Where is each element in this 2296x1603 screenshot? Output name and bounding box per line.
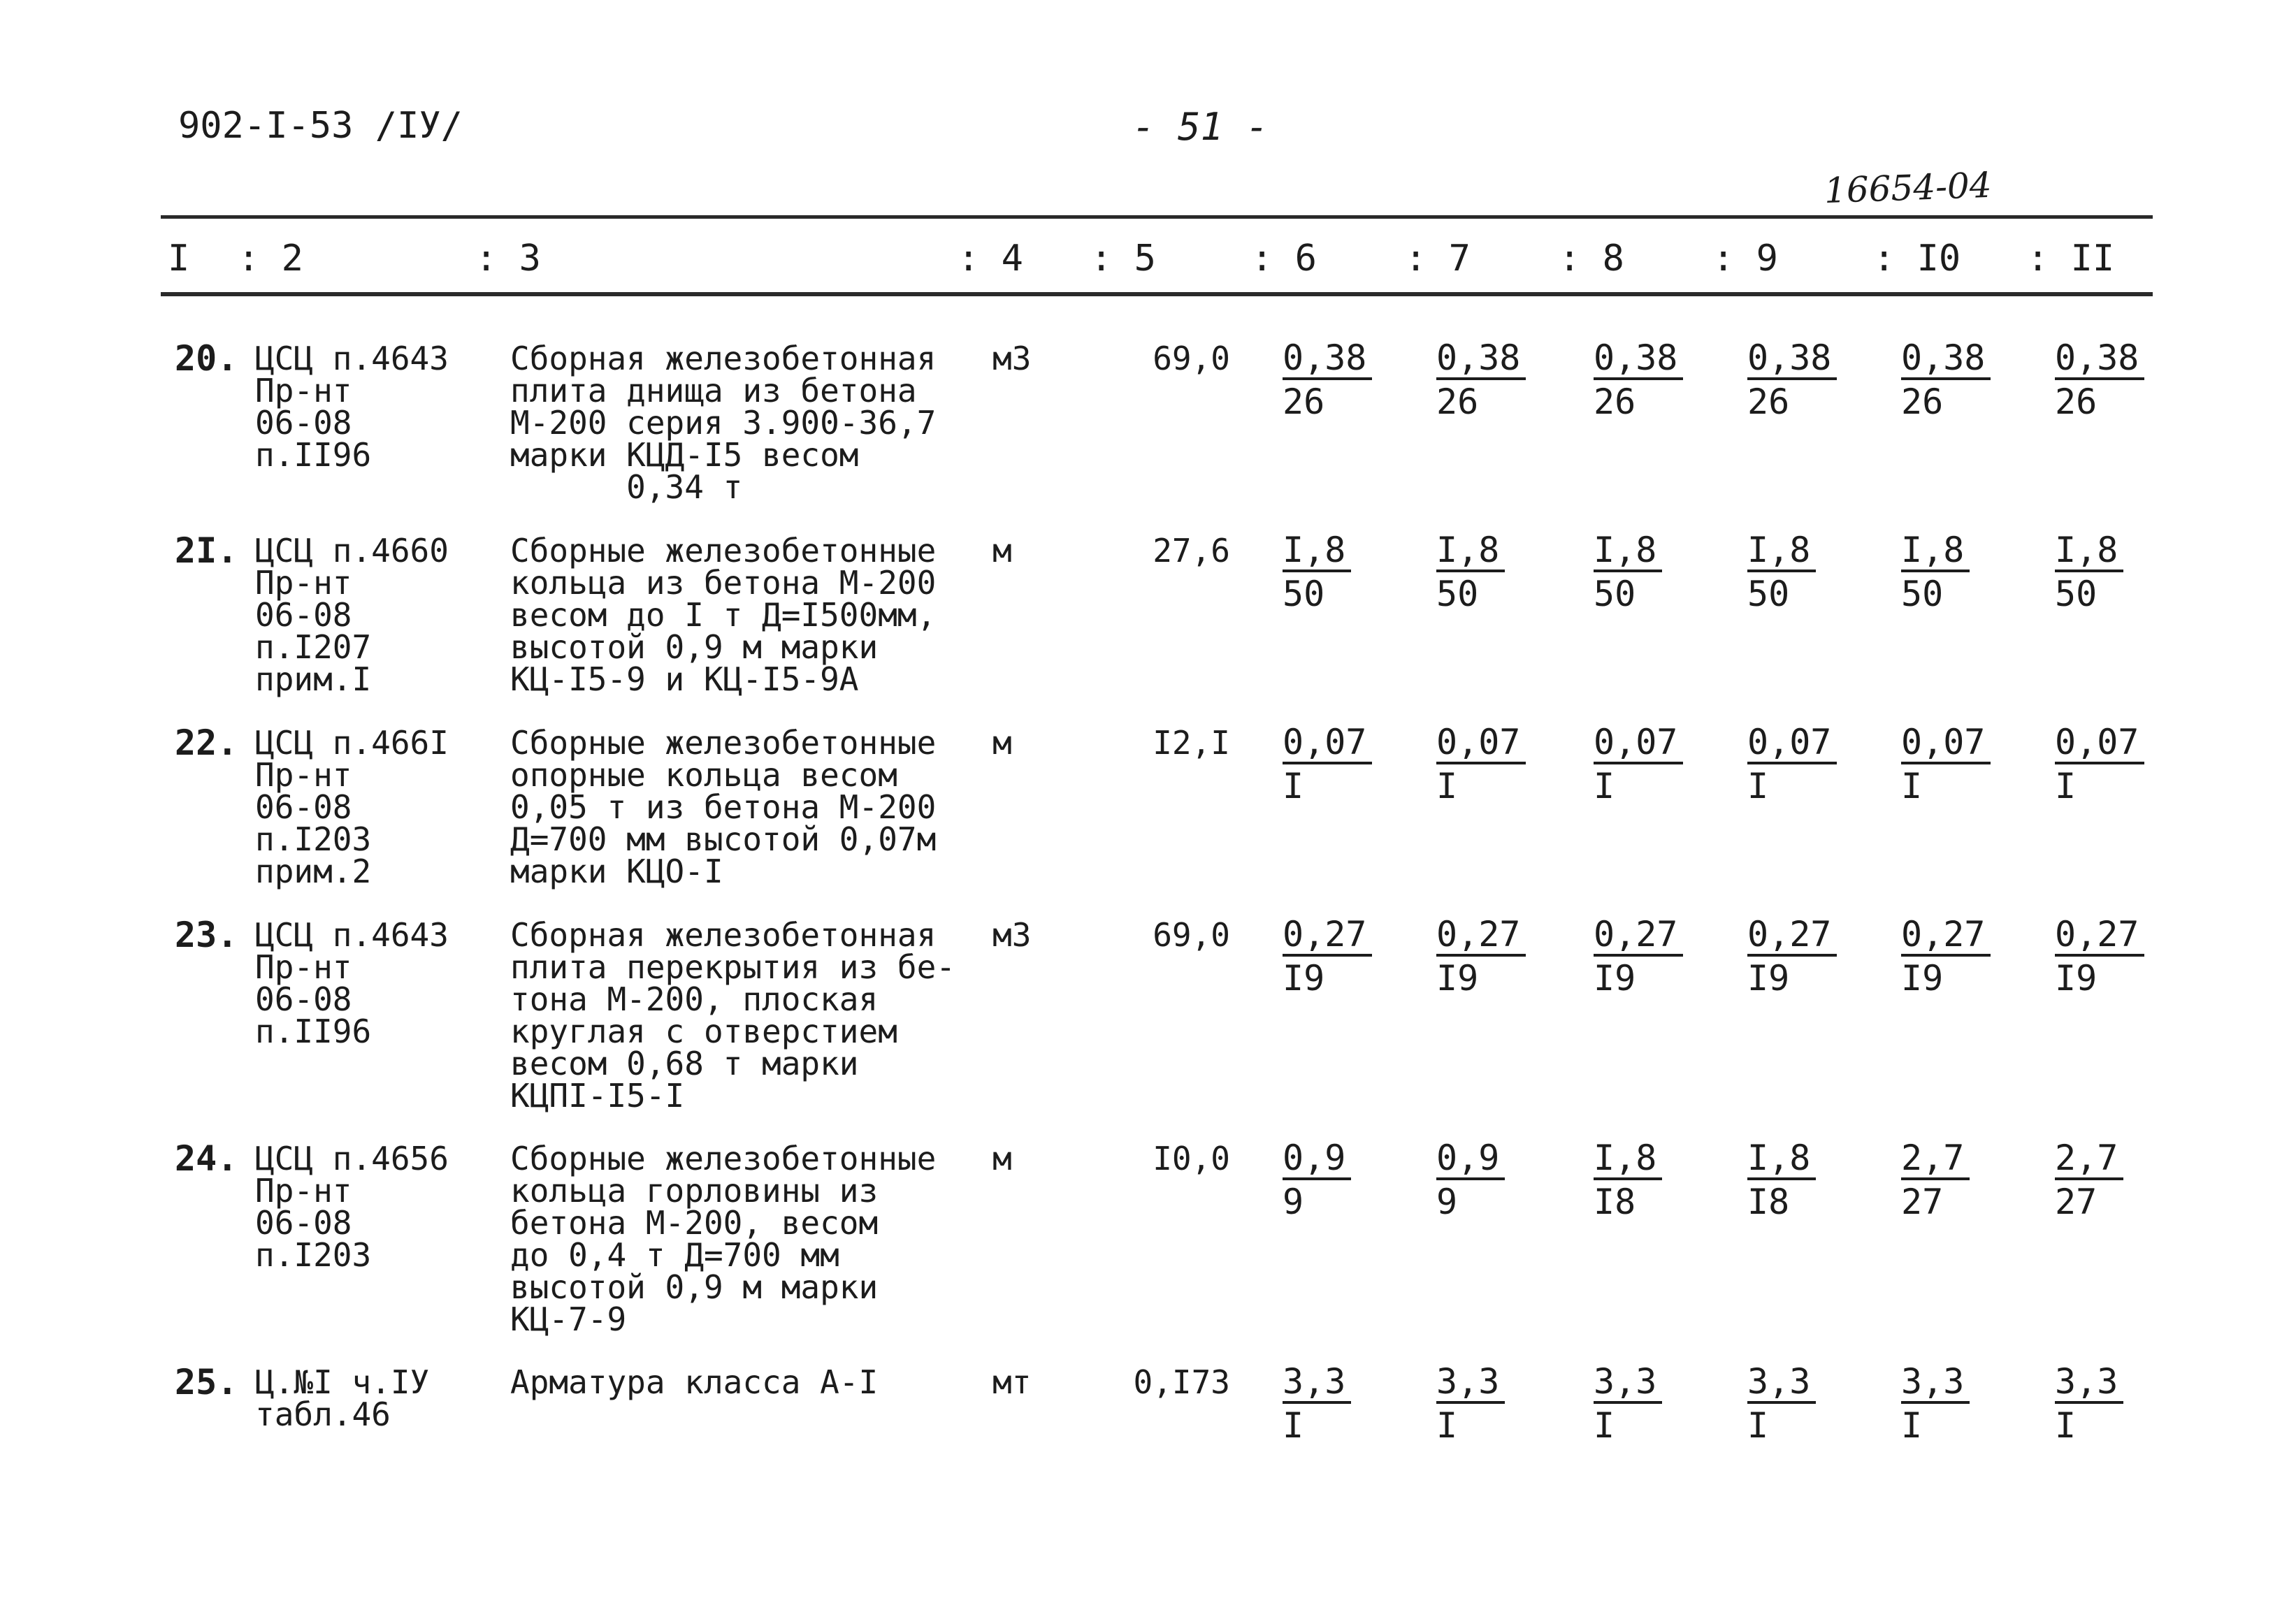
fraction-numerator: 0,38 <box>1283 338 1372 380</box>
column-header: : 3 <box>475 238 541 280</box>
fraction-numerator: I,8 <box>2055 530 2123 572</box>
column-header: : 5 <box>1090 238 1156 280</box>
fraction-denominator: I8 <box>1747 1182 1790 1222</box>
fraction-value <box>1747 338 1837 423</box>
reference-code: Ц.№I ч.IУ табл.46 <box>255 1363 430 1433</box>
fraction-value <box>2055 915 2144 1000</box>
fraction-denominator: 26 <box>1901 382 1944 422</box>
row-number: 2I. <box>175 530 238 571</box>
fraction-value <box>2055 1362 2123 1447</box>
fraction-numerator: 0,38 <box>2055 338 2144 380</box>
row-number: 25. <box>175 1362 238 1402</box>
item-description: Арматура класса А-I <box>510 1363 879 1401</box>
fraction-value <box>1901 1138 1970 1224</box>
column-header: : 6 <box>1251 238 1317 280</box>
fraction-numerator: 0,27 <box>1747 915 1837 957</box>
column-header: : I0 <box>1873 238 1961 280</box>
fraction-numerator: 0,27 <box>1436 915 1526 957</box>
quantity: I2,I <box>1153 724 1230 762</box>
fraction-numerator: 3,3 <box>1747 1362 1816 1404</box>
fraction-denominator: 26 <box>2055 382 2098 422</box>
fraction-denominator: 27 <box>1901 1182 1944 1222</box>
fraction-value <box>1901 530 1970 616</box>
quantity: 69,0 <box>1153 340 1230 377</box>
fraction-numerator: 0,9 <box>1283 1138 1351 1180</box>
fraction-value <box>1594 338 1683 423</box>
reference-code: ЦСЦ п.4660 Пр-нт 06-08 п.I207 прим.I <box>255 532 449 698</box>
reference-code: ЦСЦ п.466I Пр-нт 06-08 п.I203 прим.2 <box>255 724 449 890</box>
fraction-value <box>1283 915 1372 1000</box>
fraction-value <box>1436 915 1526 1000</box>
fraction-value <box>1747 723 1837 808</box>
page-number: - 51 - <box>1132 105 1269 149</box>
fraction-value <box>2055 1138 2123 1224</box>
fraction-denominator: 9 <box>1436 1182 1458 1222</box>
fraction-denominator: I8 <box>1594 1182 1636 1222</box>
fraction-value <box>1747 1362 1816 1447</box>
fraction-numerator: 0,27 <box>2055 915 2144 957</box>
fraction-denominator: I <box>1283 1405 1304 1446</box>
quantity: I0,0 <box>1153 1140 1230 1177</box>
fraction-numerator: 0,38 <box>1901 338 1991 380</box>
fraction-denominator: I <box>2055 1405 2077 1446</box>
fraction-numerator: 0,07 <box>1436 723 1526 764</box>
fraction-value <box>1901 338 1991 423</box>
fraction-denominator: I <box>1594 1405 1615 1446</box>
header-bottom-rule <box>161 292 2153 296</box>
fraction-numerator: 3,3 <box>1283 1362 1351 1404</box>
fraction-denominator: 50 <box>1283 574 1325 614</box>
fraction-value <box>1283 530 1351 616</box>
reference-code: ЦСЦ п.4643 Пр-нт 06-08 п.II96 <box>255 916 449 1050</box>
fraction-denominator: 26 <box>1747 382 1790 422</box>
fraction-numerator: 0,07 <box>1747 723 1837 764</box>
fraction-numerator: I,8 <box>1747 530 1816 572</box>
fraction-value <box>1283 723 1372 808</box>
fraction-numerator: I,8 <box>1594 530 1662 572</box>
row-number: 24. <box>175 1138 238 1179</box>
reference-code: ЦСЦ п.4643 Пр-нт 06-08 п.II96 <box>255 340 449 474</box>
fraction-numerator: I,8 <box>1283 530 1351 572</box>
item-description: Сборные железобетонные кольца из бетона М-200 весом до I т Д=I500мм, высотой 0,9 м марки КЦ-I5-9 и КЦ-I5-9А <box>510 532 937 698</box>
fraction-denominator: I9 <box>2055 958 2098 999</box>
fraction-denominator: I <box>1747 766 1769 806</box>
column-header: : 7 <box>1405 238 1471 280</box>
fraction-denominator: 50 <box>1594 574 1636 614</box>
fraction-denominator: I <box>1283 766 1304 806</box>
fraction-numerator: 0,27 <box>1901 915 1991 957</box>
column-header: : 9 <box>1712 238 1778 280</box>
fraction-denominator: I <box>2055 766 2077 806</box>
item-description: Сборная железобетонная плита перекрытия из бе- тона М-200, плоская круглая с отверстием весом 0,68 т марки КЦПI-I5-I <box>510 916 955 1115</box>
fraction-denominator: I9 <box>1436 958 1479 999</box>
fraction-value <box>1283 338 1372 423</box>
column-header: I <box>168 238 190 280</box>
fraction-numerator: I,8 <box>1901 530 1970 572</box>
unit: м <box>992 532 1012 570</box>
unit: м3 <box>992 340 1032 377</box>
fraction-value <box>1747 530 1816 616</box>
fraction-value <box>1283 1138 1351 1224</box>
row-number: 22. <box>175 723 238 763</box>
fraction-numerator: 0,07 <box>1283 723 1372 764</box>
fraction-value <box>1747 915 1837 1000</box>
item-description: Сборные железобетонные кольца горловины из бетона М-200, весом до 0,4 т Д=700 мм высотой 0,9 м марки КЦ-7-9 <box>510 1140 937 1338</box>
fraction-value <box>1436 1362 1505 1447</box>
fraction-denominator: I <box>1901 1405 1923 1446</box>
fraction-value <box>2055 530 2123 616</box>
fraction-denominator: I9 <box>1283 958 1325 999</box>
fraction-denominator: 50 <box>1747 574 1790 614</box>
fraction-numerator: 0,27 <box>1594 915 1683 957</box>
fraction-value <box>1901 915 1991 1000</box>
fraction-denominator: I <box>1594 766 1615 806</box>
fraction-value <box>1436 723 1526 808</box>
row-number: 20. <box>175 338 238 379</box>
fraction-denominator: 9 <box>1283 1182 1304 1222</box>
fraction-numerator: 0,38 <box>1747 338 1837 380</box>
column-header: : 8 <box>1559 238 1624 280</box>
fraction-denominator: I9 <box>1594 958 1636 999</box>
fraction-denominator: I9 <box>1747 958 1790 999</box>
header-top-rule <box>161 215 2153 219</box>
fraction-value <box>1594 530 1662 616</box>
fraction-denominator: 26 <box>1594 382 1636 422</box>
fraction-value <box>1594 1362 1662 1447</box>
quantity: 0,I73 <box>1133 1363 1230 1401</box>
fraction-value <box>1436 1138 1505 1224</box>
document-code: 902-I-53 /IУ/ <box>178 105 463 147</box>
fraction-numerator: 3,3 <box>2055 1362 2123 1404</box>
fraction-numerator: I,8 <box>1436 530 1505 572</box>
row-number: 23. <box>175 915 238 955</box>
fraction-value <box>1436 338 1526 423</box>
fraction-numerator: 2,7 <box>1901 1138 1970 1180</box>
fraction-denominator: 26 <box>1283 382 1325 422</box>
fraction-numerator: 3,3 <box>1436 1362 1505 1404</box>
fraction-numerator: 3,3 <box>1594 1362 1662 1404</box>
fraction-denominator: I9 <box>1901 958 1944 999</box>
fraction-value <box>1436 530 1505 616</box>
fraction-numerator: 0,38 <box>1436 338 1526 380</box>
fraction-value <box>1594 1138 1662 1224</box>
fraction-numerator: 2,7 <box>2055 1138 2123 1180</box>
fraction-numerator: 0,07 <box>2055 723 2144 764</box>
column-header: : II <box>2027 238 2115 280</box>
fraction-numerator: 0,27 <box>1283 915 1372 957</box>
unit: м <box>992 1140 1012 1177</box>
fraction-numerator: 3,3 <box>1901 1362 1970 1404</box>
fraction-numerator: I,8 <box>1594 1138 1662 1180</box>
fraction-denominator: 50 <box>1901 574 1944 614</box>
quantity: 69,0 <box>1153 916 1230 954</box>
quantity: 27,6 <box>1153 532 1230 570</box>
unit: м3 <box>992 916 1032 954</box>
fraction-numerator: 0,38 <box>1594 338 1683 380</box>
fraction-value <box>1901 1362 1970 1447</box>
fraction-denominator: 26 <box>1436 382 1479 422</box>
fraction-value <box>1594 915 1683 1000</box>
fraction-value <box>2055 723 2144 808</box>
unit: м <box>992 724 1012 762</box>
item-description: Сборная железобетонная плита днища из бетона М-200 серия 3.900-36,7 марки КЦД-I5 весом 0,34 т <box>510 340 937 506</box>
fraction-denominator: 50 <box>1436 574 1479 614</box>
column-header: : 4 <box>958 238 1023 280</box>
fraction-numerator: 0,07 <box>1594 723 1683 764</box>
fraction-value <box>1594 723 1683 808</box>
fraction-denominator: I <box>1436 766 1458 806</box>
fraction-numerator: 0,07 <box>1901 723 1991 764</box>
fraction-denominator: I <box>1901 766 1923 806</box>
fraction-value <box>2055 338 2144 423</box>
item-description: Сборные железобетонные опорные кольца весом 0,05 т из бетона М-200 Д=700 мм высотой 0,07м марки КЦО-I <box>510 724 937 890</box>
column-header: : 2 <box>238 238 303 280</box>
archive-number: 16654-04 <box>1824 164 1993 212</box>
fraction-numerator: 0,9 <box>1436 1138 1505 1180</box>
fraction-value <box>1747 1138 1816 1224</box>
fraction-denominator: I <box>1436 1405 1458 1446</box>
fraction-denominator: I <box>1747 1405 1769 1446</box>
fraction-denominator: 50 <box>2055 574 2098 614</box>
reference-code: ЦСЦ п.4656 Пр-нт 06-08 п.I203 <box>255 1140 449 1274</box>
fraction-value <box>1901 723 1991 808</box>
fraction-denominator: 27 <box>2055 1182 2098 1222</box>
fraction-numerator: I,8 <box>1747 1138 1816 1180</box>
fraction-value <box>1283 1362 1351 1447</box>
unit: мт <box>992 1363 1032 1401</box>
